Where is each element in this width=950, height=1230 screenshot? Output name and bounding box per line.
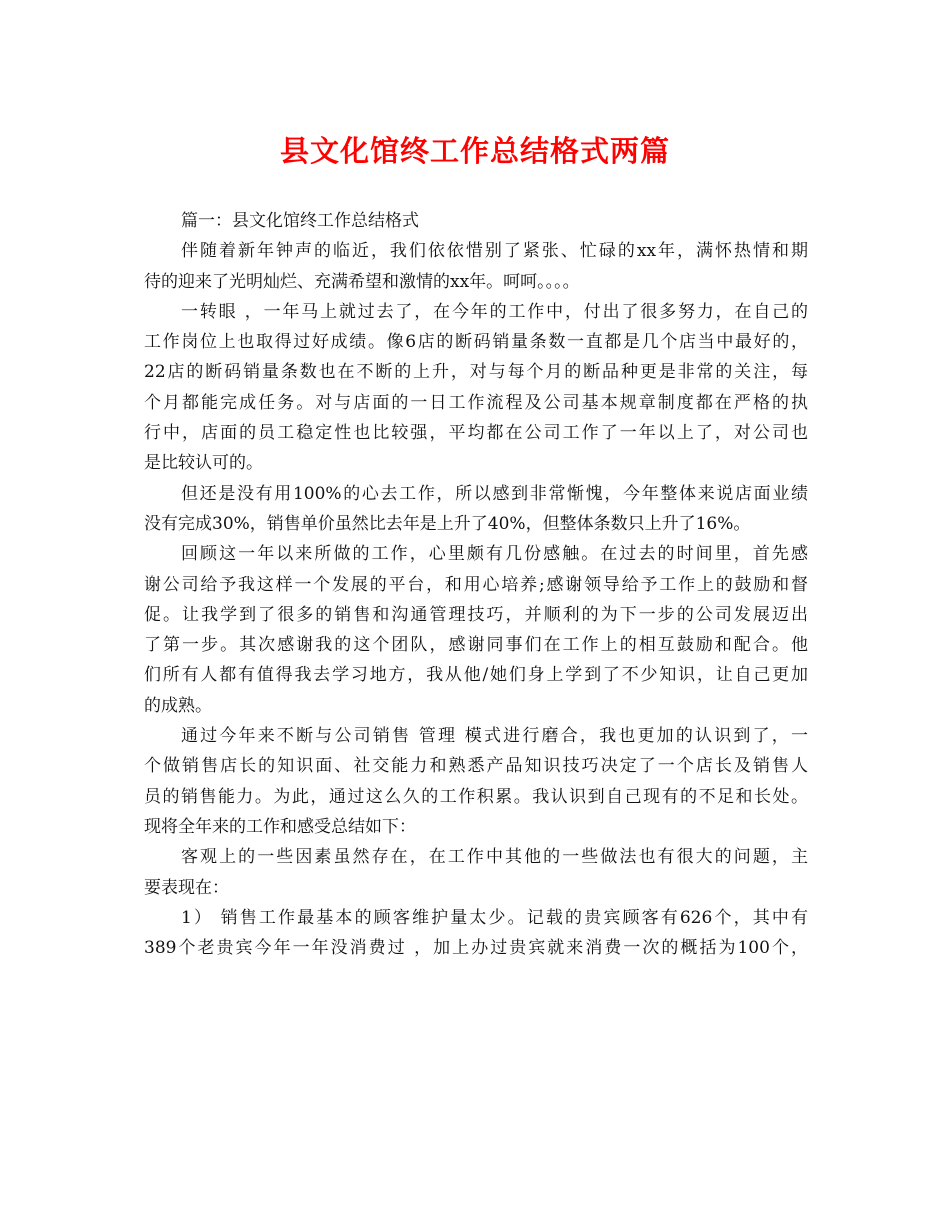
list-item-line: 389个老贵宾今年一年没消费过 ，加上办过贵宾就来消费一次的概括为100个， <box>144 938 808 959</box>
paragraph-line: 的成熟。 <box>144 695 212 716</box>
paragraph-line: 谢公司给予我这样一个发展的平台，和用心培养;感谢领导给予工作上的鼓励和督 <box>144 574 808 595</box>
paragraph-line: 没有完成30%，销售单价虽然比去年是上升了40%，但整体条数只上升了16%。 <box>144 513 751 534</box>
document-title: 县文化馆终工作总结格式两篇 <box>279 134 670 168</box>
paragraph-line: 待的迎来了光明灿烂、充满希望和激情的xx年。呵呵。。。。 <box>144 271 580 292</box>
paragraph-line: 促。让我学到了很多的销售和沟通管理技巧，并顺利的为下一步的公司发展迈出 <box>144 604 808 625</box>
paragraph-line: 行中，店面的员工稳定性也比较强，平均都在公司工作了一年以上了，对公司也 <box>144 423 808 444</box>
paragraph-line: 个做销售店长的知识面、社交能力和熟悉产品知识技巧决定了一个店长及销售人 <box>144 756 808 777</box>
paragraph-line: 22店的断码销量条数也在不断的上升，对与每个月的断品种更是非常的关注，每 <box>144 362 808 383</box>
paragraph-line: 一转眼 ，一年马上就过去了，在今年的工作中，付出了很多努力，在自己的 <box>181 301 808 322</box>
paragraph-line: 员的销售能力。为此，通过这么久的工作积累。我认识到自己现有的不足和长处。 <box>144 786 808 807</box>
paragraph-line: 通过今年来不断与公司销售 管理 模式进行磨合，我也更加的认识到了，一 <box>181 726 808 747</box>
paragraph-line: 客观上的一些因素虽然存在，在工作中其他的一些做法也有很大的问题，主 <box>181 847 808 868</box>
list-item-line: 1） 销售工作最基本的顾客维护量太少。记载的贵宾顾客有626个，其中有 <box>181 907 808 928</box>
paragraph-line: 了第一步。其次感谢我的这个团队，感谢同事们在工作上的相互鼓励和配合。他 <box>144 635 808 656</box>
paragraph-line: 是比较认可的。 <box>144 453 263 474</box>
paragraph-line: 但还是没有用100%的心去工作，所以感到非常惭愧，今年整体来说店面业绩 <box>181 483 808 504</box>
paragraph-line: 现将全年来的工作和感受总结如下： <box>144 816 416 837</box>
paragraph-line: 要表现在： <box>144 877 229 898</box>
paragraph-line: 伴随着新年钟声的临近，我们依依惜别了紧张、忙碌的xx年，满怀热情和期 <box>181 241 808 262</box>
document-body <box>144 206 808 963</box>
paragraph-line: 个月都能完成任务。对与店面的一日工作流程及公司基本规章制度都在严格的执 <box>144 392 808 413</box>
paragraph-line: 回顾这一年以来所做的工作，心里颇有几份感触。在过去的时间里，首先感 <box>181 544 808 565</box>
paragraph-line: 工作岗位上也取得过好成绩。像6店的断码销量条数一直都是几个店当中最好的， <box>144 332 808 353</box>
paragraph-line: 们所有人都有值得我去学习地方，我从他/她们身上学到了不少知识，让自己更加 <box>144 665 808 686</box>
section-heading: 篇一：县文化馆终工作总结格式 <box>181 211 419 231</box>
